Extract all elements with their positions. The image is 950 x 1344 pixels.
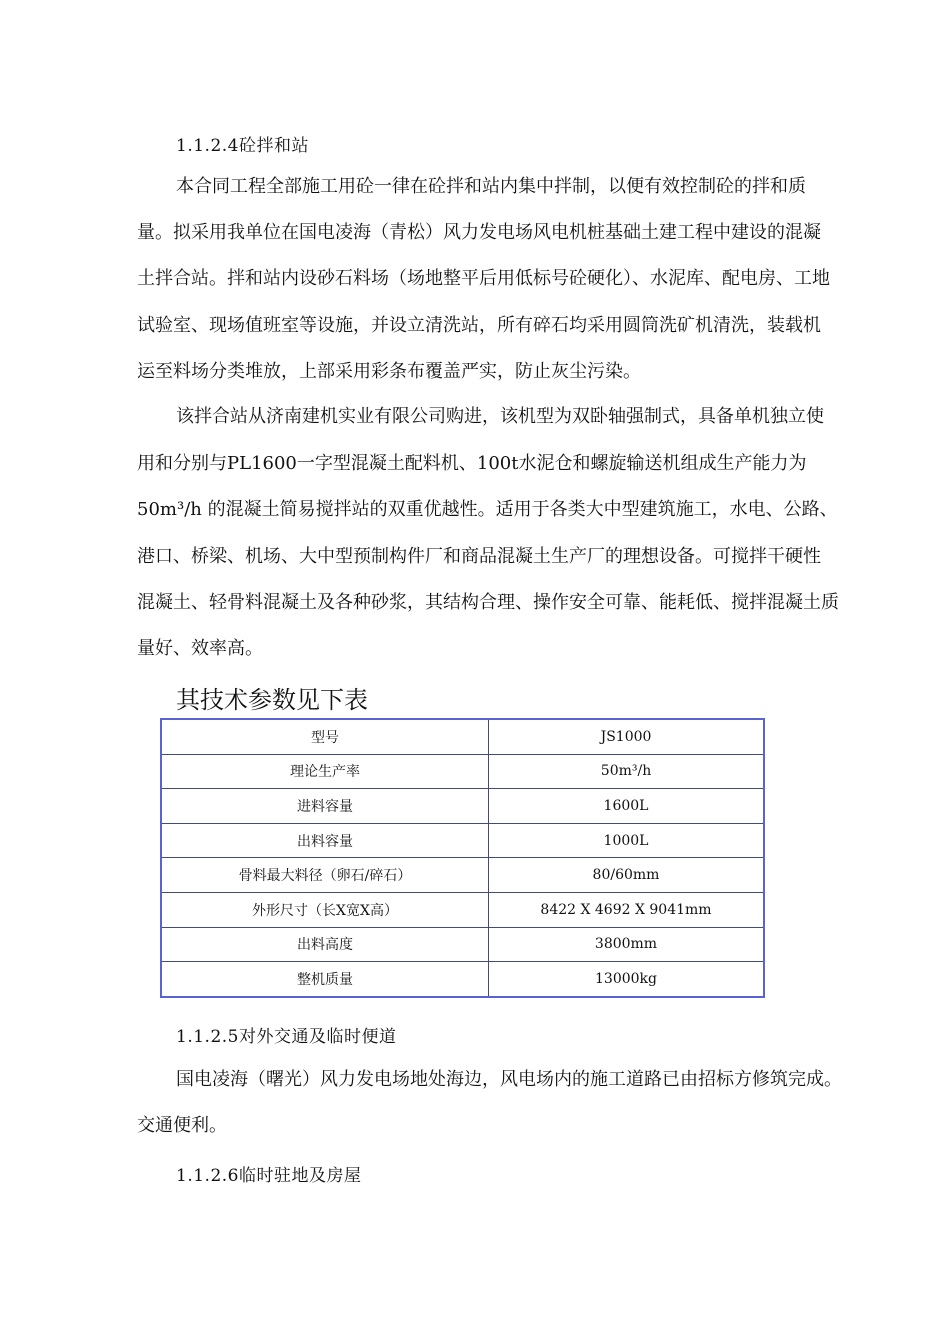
paragraph-line: 50m³/h 的混凝土简易搅拌站的双重优越性。适用于各类大中型建筑施工，水电、公路、	[137, 499, 838, 520]
row-value: 1000L	[489, 823, 765, 858]
table-row	[161, 927, 764, 962]
row-value: 8422 X 4692 X 9041mm	[489, 892, 765, 927]
paragraph-line: 本合同工程全部施工用砼一律在砼拌和站内集中拌制，以便有效控制砼的拌和质	[176, 176, 806, 197]
table-row	[161, 719, 764, 754]
paragraph-line: 国电凌海（曙光）风力发电场地处海边，风电场内的施工道路已由招标方修筑完成。	[176, 1069, 842, 1090]
row-label: 外形尺寸（长X宽X高）	[161, 892, 489, 927]
row-label: 理论生产率	[161, 754, 489, 789]
paragraph-line: 混凝土、轻骨料混凝土及各种砂浆，其结构合理、操作安全可靠、能耗低、搅拌混凝土质	[137, 592, 839, 613]
table-row	[161, 754, 764, 789]
row-label: 型号	[161, 719, 489, 754]
table-row	[161, 962, 764, 997]
paragraph-line: 用和分别与PL1600一字型混凝土配料机、100t水泥仓和螺旋输送机组成生产能力为	[137, 453, 807, 474]
section-126-heading: 1.1.2.6临时驻地及房屋	[176, 1166, 362, 1186]
row-label: 进料容量	[161, 789, 489, 824]
paragraph-line: 运至料场分类堆放，上部采用彩条布覆盖严实，防止灰尘污染。	[137, 361, 641, 382]
row-label: 出料容量	[161, 823, 489, 858]
paragraph-line: 土拌合站。拌和站内设砂石料场（场地整平后用低标号砼硬化）、水泥库、配电房、工地	[137, 268, 830, 289]
table-row	[161, 892, 764, 927]
table-row	[161, 789, 764, 824]
table-caption: 其技术参数见下表	[176, 686, 368, 714]
paragraph-line: 港口、桥梁、机场、大中型预制构件厂和商品混凝土生产厂的理想设备。可搅拌干硬性	[137, 546, 821, 567]
row-label: 出料高度	[161, 927, 489, 962]
row-value: 3800mm	[489, 927, 765, 962]
paragraph-line: 交通便利。	[137, 1115, 227, 1136]
row-value: 50m³/h	[489, 754, 765, 789]
row-label: 整机质量	[161, 962, 489, 997]
paragraph-line: 该拌合站从济南建机实业有限公司购进，该机型为双卧轴强制式，具备单机独立使	[176, 406, 824, 427]
section-124-heading: 1.1.2.4砼拌和站	[176, 136, 309, 156]
section-125-heading: 1.1.2.5对外交通及临时便道	[176, 1027, 397, 1047]
paragraph-line: 试验室、现场值班室等设施，并设立清洗站，所有碎石均采用圆筒洗矿机清洗，装载机	[137, 315, 821, 336]
paragraph-line: 量。拟采用我单位在国电凌海（青松）风力发电场风电机桩基础土建工程中建设的混凝	[137, 222, 821, 243]
table-row	[161, 858, 764, 893]
row-value: 13000kg	[489, 962, 765, 997]
paragraph-line: 量好、效率高。	[137, 638, 263, 659]
row-value: 1600L	[489, 789, 765, 824]
row-value: JS1000	[489, 719, 765, 754]
spec-table	[160, 718, 765, 998]
table-row	[161, 823, 764, 858]
row-value: 80/60mm	[489, 858, 765, 893]
row-label: 骨料最大料径（卵石/碎石）	[161, 858, 489, 893]
